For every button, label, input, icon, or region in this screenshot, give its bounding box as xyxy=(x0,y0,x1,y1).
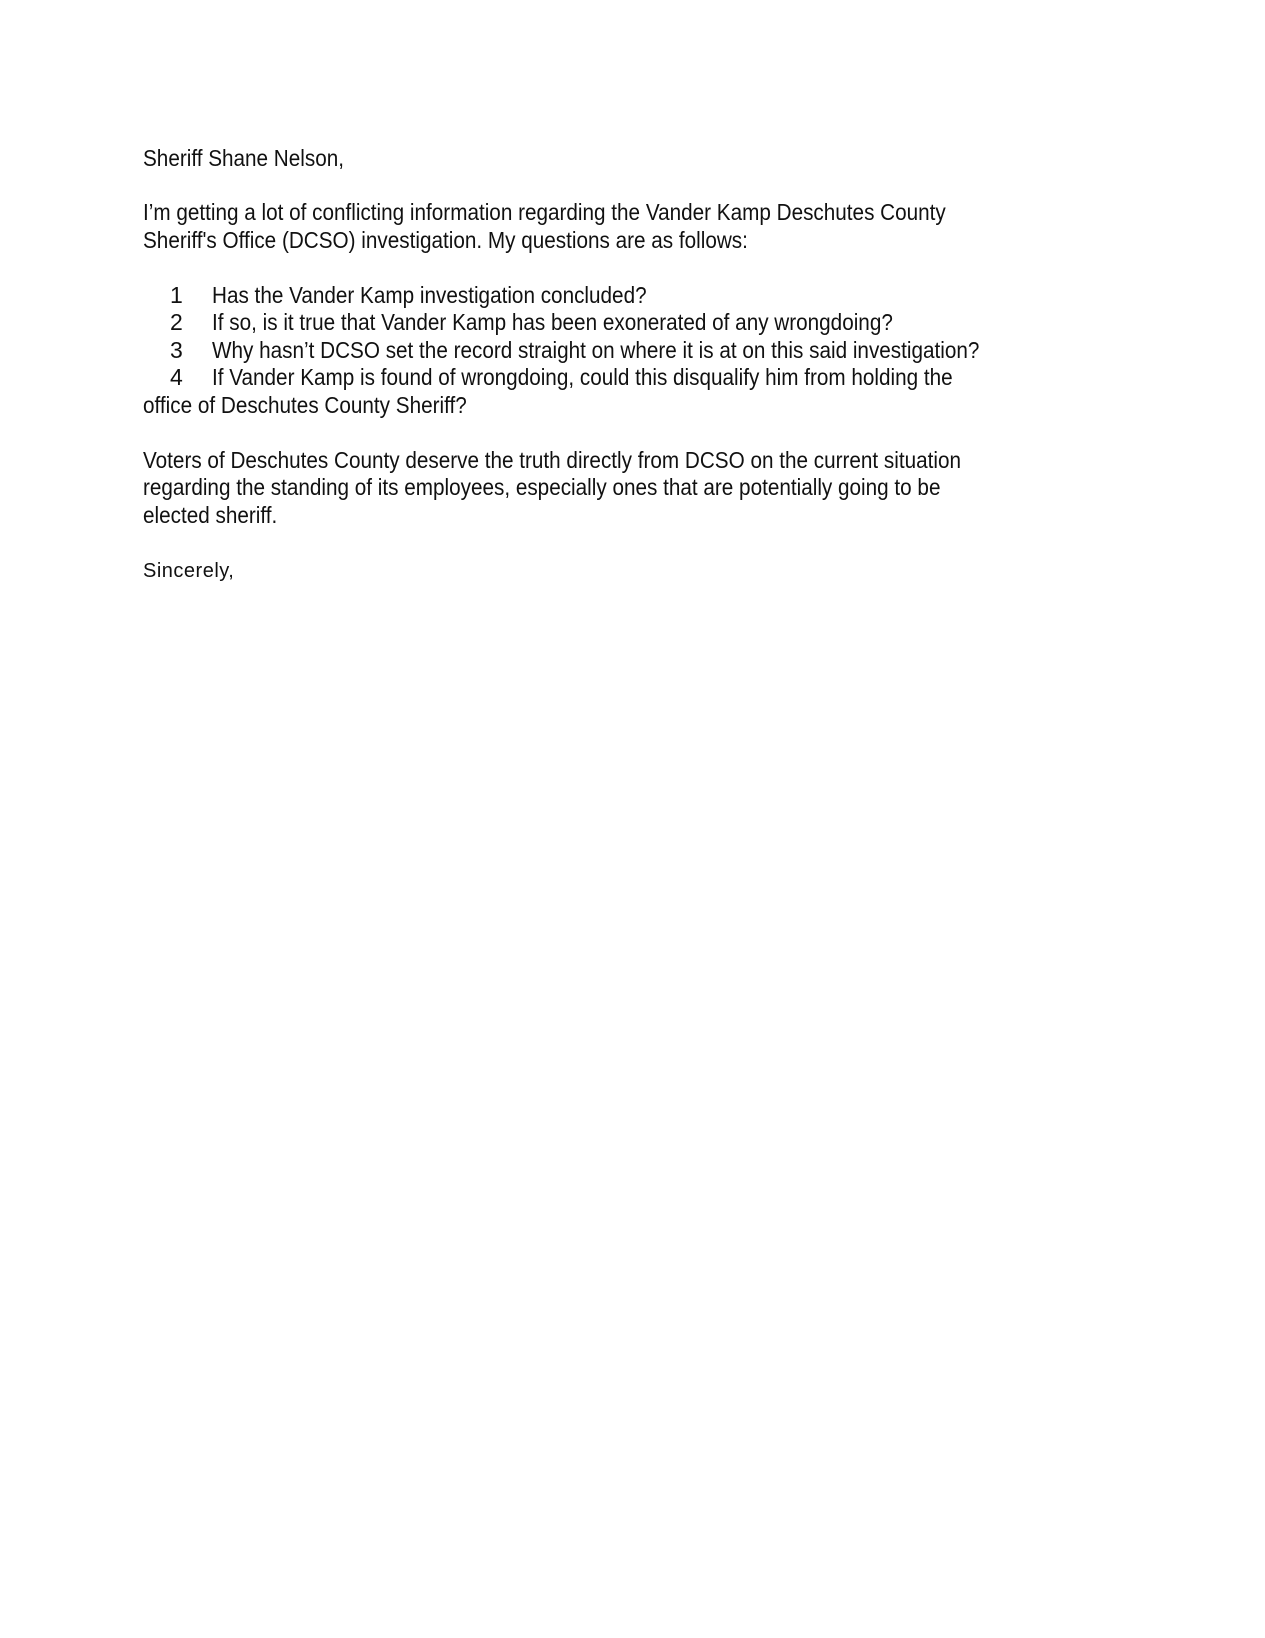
question-number: 3 xyxy=(170,337,183,363)
closing-line-1: Voters of Deschutes County deserve the truth directly from DCSO on the current situation xyxy=(143,447,962,473)
intro-line-1: I’m getting a lot of conflicting information regarding the Vander Kamp Deschutes County xyxy=(143,199,946,225)
question-text: Has the Vander Kamp investigation concluded? xyxy=(212,282,647,308)
closing-line-3: elected sheriff. xyxy=(143,502,278,528)
signoff: Sincerely, xyxy=(143,560,235,582)
closing-line-2: regarding the standing of its employees, especially ones that are potentially going to be xyxy=(143,474,941,500)
question-text: If so, is it true that Vander Kamp has been exonerated of any wrongdoing? xyxy=(212,309,893,335)
question-continuation: office of Deschutes County Sheriff? xyxy=(143,392,467,418)
question-text: If Vander Kamp is found of wrongdoing, could this disqualify him from holding the xyxy=(212,364,953,390)
intro-line-2: Sheriff's Office (DCSO) investigation. My questions are as follows: xyxy=(143,227,748,253)
question-number: 1 xyxy=(170,282,183,308)
salutation: Sheriff Shane Nelson, xyxy=(143,145,345,171)
question-text: Why hasn’t DCSO set the record straight on where it is at on this said investigation? xyxy=(212,337,980,363)
question-number: 2 xyxy=(170,309,183,335)
question-number: 4 xyxy=(170,364,183,390)
